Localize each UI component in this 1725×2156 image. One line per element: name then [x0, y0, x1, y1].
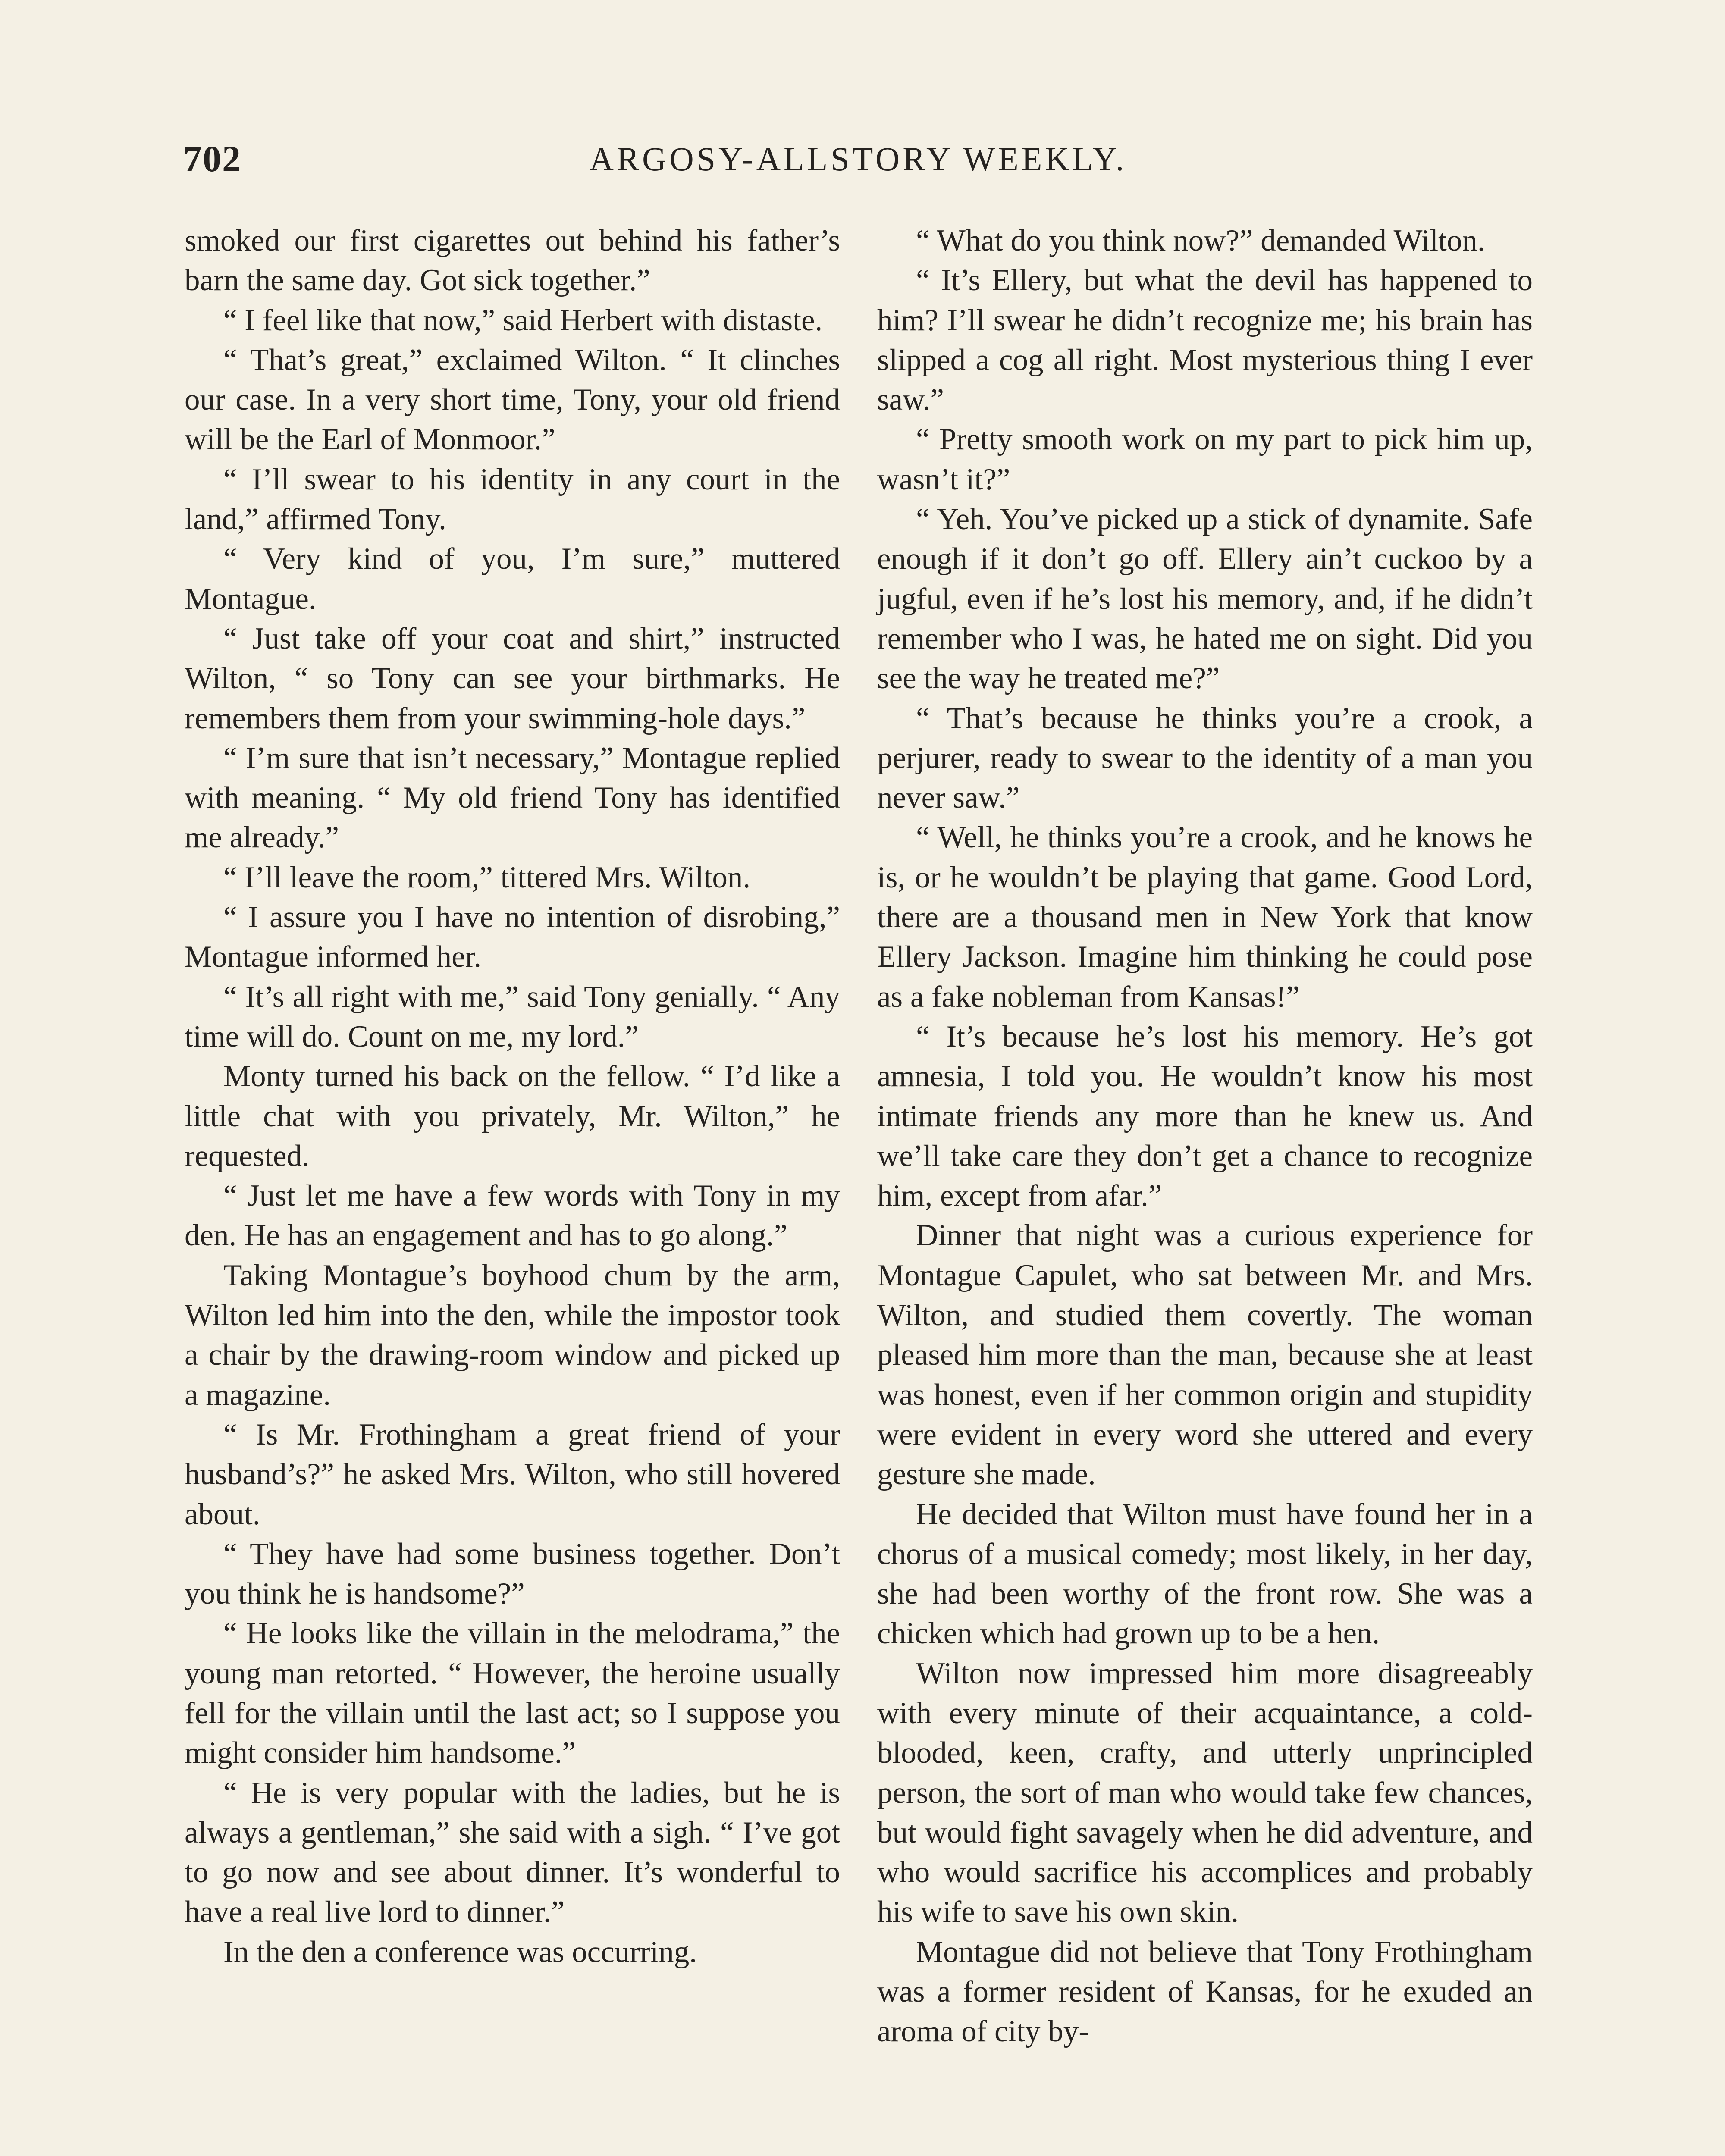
paragraph: “ It’s because he’s lost his memory. He’s got amnesia, I told you. He wouldn’t know his most intimate friends any more than he knew us. And we’ll take care they don’t get a chance to recognize him, except from afar.” [877, 1019, 1533, 1213]
paragraph: Dinner that night was a curious experience for Montague Capulet, who sat between Mr. and Mrs. Wilton, and studied them covertly. The woman pleased him more than the man, because she at least was honest, even if her common origin and stupidity were evident in every word she uttered and every gesture she made. [877, 1219, 1533, 1492]
paragraph: Taking Montague’s boyhood chum by the arm, Wilton led him into the den, while the impostor took a chair by the drawing-room window and picked up a magazine. [185, 1258, 840, 1412]
paragraph: “ Is Mr. Frothingham a great friend of your husband’s?” he asked Mrs. Wilton, who still hovered about. [185, 1417, 840, 1531]
running-head: ARGOSY-ALLSTORY WEEKLY. [589, 140, 1127, 178]
right-column [877, 221, 1533, 2052]
paragraph: “ He looks like the villain in the melodrama,” the young man retorted. “ However, the heroine usually fell for the villain until the last act; so I suppose you might consider him handsome.” [185, 1617, 840, 1770]
paragraph: “ Yeh. You’ve picked up a stick of dynamite. Safe enough if it don’t go off. Ellery ain’t cuckoo by a jugful, even if he’s lost his memory, and, if he didn’t remember who I was, he hated me on sight. Did you see the way he treated me?” [877, 502, 1533, 696]
paragraph: He decided that Wilton must have found her in a chorus of a musical comedy; most likely, in her day, she had been worthy of the front row. She was a chicken which had grown up to be a hen. [877, 1497, 1533, 1651]
paragraph: “ Pretty smooth work on my part to pick him up, wasn’t it?” [877, 423, 1533, 496]
paragraph: “ They have had some business together. Don’t you think he is handsome?” [185, 1537, 840, 1611]
paragraph: “ Just take off your coat and shirt,” instructed Wilton, “ so Tony can see your birthmarks. He remembers them from your swimming-hole days.” [185, 621, 840, 735]
paragraph: Wilton now impressed him more disagreeably with every minute of their acquaintance, a cold-blooded, keen, crafty, and utterly unprincipled person, the sort of man who would take few chances, but would fight savagely when he did adventure, and who would sacrifice his accomplices and probably his wife to save his own skin. [877, 1656, 1533, 1929]
paragraph: “ It’s all right with me,” said Tony genially. “ Any time will do. Count on me, my lord.” [185, 980, 840, 1053]
paragraph: “ What do you think now?” demanded Wilton. [916, 224, 1485, 257]
paragraph: “ I’ll leave the room,” tittered Mrs. Wilton. [223, 860, 751, 894]
paragraph: “ Well, he thinks you’re a crook, and he knows he is, or he wouldn’t be playing that game. Good Lord, there are a thousand men in New York that know Ellery Jackson. Imagine him thinking he could pose as a fake nobleman from Kansas!” [877, 821, 1533, 1014]
paragraph: “ That’s great,” exclaimed Wilton. “ It clinches our case. In a very short time, Tony, your old friend will be the Earl of Monmoor.” [185, 343, 840, 457]
paragraph: In the den a conference was occurring. [223, 1935, 697, 1969]
paragraph: “ He is very popular with the ladies, but he is always a gentleman,” she said with a sigh. “ I’ve got to go now and see about dinner. It’s wonderful to have a real live lord to dinner.” [185, 1776, 840, 1929]
paragraph: “ I’ll swear to his identity in any court in the land,” affirmed Tony. [185, 462, 840, 536]
paragraph: Monty turned his back on the fellow. “ I’d like a little chat with you privately, Mr. Wilton,” he requested. [185, 1059, 840, 1173]
left-column [185, 221, 840, 1972]
page-header [183, 137, 1533, 193]
paragraph: “ Just let me have a few words with Tony in my den. He has an engagement and has to go along.” [185, 1179, 840, 1253]
paragraph: Montague did not believe that Tony Frothingham was a former resident of Kansas, for he exuded an aroma of city by- [877, 1935, 1533, 2049]
paragraph: “ Very kind of you, I’m sure,” muttered Montague. [185, 542, 840, 616]
paragraph: smoked our first cigarettes out behind his father’s barn the same day. Got sick together.” [185, 224, 840, 298]
paragraph: “ I’m sure that isn’t necessary,” Montague replied with meaning. “ My old friend Tony has identified me already.” [185, 741, 840, 855]
paragraph: “ I feel like that now,” said Herbert with distaste. [223, 303, 823, 337]
paragraph: “ That’s because he thinks you’re a crook, a perjurer, ready to swear to the identity of a man you never saw.” [877, 701, 1533, 815]
page-number: 702 [183, 138, 242, 179]
paragraph: “ I assure you I have no intention of disrobing,” Montague informed her. [185, 900, 840, 974]
paragraph: “ It’s Ellery, but what the devil has happened to him? I’ll swear he didn’t recognize me; his brain has slipped a cog all right. Most mysterious thing I ever saw.” [877, 263, 1533, 417]
